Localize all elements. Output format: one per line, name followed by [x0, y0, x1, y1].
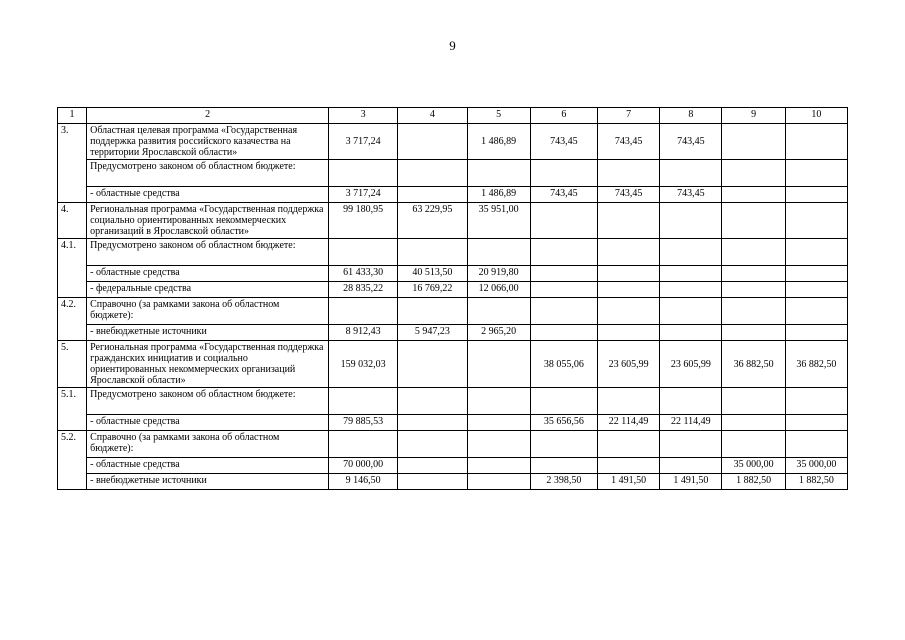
- value-cell: 79 885,53: [329, 415, 398, 431]
- table-row: [58, 298, 848, 325]
- value-cell: [530, 203, 597, 239]
- table-row: [58, 187, 848, 203]
- value-cell: [722, 282, 785, 298]
- value-cell: [398, 160, 467, 187]
- value-cell: [785, 266, 847, 282]
- value-cell: [598, 266, 660, 282]
- row-name: Справочно (за рамками закона об областном бюджете):: [87, 431, 329, 458]
- value-cell: 16 769,22: [398, 282, 467, 298]
- row-number: 5.: [58, 341, 87, 388]
- row-name: Предусмотрено законом об областном бюджете:: [87, 388, 329, 415]
- value-cell: 5 947,23: [398, 325, 467, 341]
- value-cell: 20 919,80: [467, 266, 530, 282]
- value-cell: 743,45: [660, 187, 722, 203]
- value-cell: 3 717,24: [329, 124, 398, 160]
- value-cell: 35 000,00: [785, 458, 847, 474]
- value-cell: [530, 160, 597, 187]
- value-cell: [530, 298, 597, 325]
- value-cell: [398, 124, 467, 160]
- value-cell: [660, 431, 722, 458]
- row-number: 4.: [58, 203, 87, 239]
- row-name: - федеральные средства: [87, 282, 329, 298]
- table-row: [58, 431, 848, 458]
- value-cell: [660, 160, 722, 187]
- row-name: Предусмотрено законом об областном бюджете:: [87, 239, 329, 266]
- value-cell: [722, 160, 785, 187]
- table-row: [58, 388, 848, 415]
- value-cell: 40 513,50: [398, 266, 467, 282]
- budget-table: [57, 107, 848, 490]
- value-cell: [722, 431, 785, 458]
- value-cell: [467, 458, 530, 474]
- table-row: [58, 474, 848, 490]
- value-cell: [785, 415, 847, 431]
- value-cell: [467, 415, 530, 431]
- header-cell: 8: [660, 108, 722, 124]
- value-cell: [329, 388, 398, 415]
- table-row: [58, 282, 848, 298]
- value-cell: 63 229,95: [398, 203, 467, 239]
- table-row: [58, 239, 848, 266]
- table-row: [58, 266, 848, 282]
- value-cell: [530, 282, 597, 298]
- value-cell: [598, 458, 660, 474]
- value-cell: [660, 325, 722, 341]
- value-cell: [598, 298, 660, 325]
- value-cell: 743,45: [660, 124, 722, 160]
- value-cell: [660, 239, 722, 266]
- value-cell: [467, 474, 530, 490]
- value-cell: 2 398,50: [530, 474, 597, 490]
- value-cell: 8 912,43: [329, 325, 398, 341]
- value-cell: 28 835,22: [329, 282, 398, 298]
- value-cell: 36 882,50: [722, 341, 785, 388]
- value-cell: [722, 415, 785, 431]
- value-cell: [785, 203, 847, 239]
- value-cell: [467, 160, 530, 187]
- value-cell: 38 055,06: [530, 341, 597, 388]
- value-cell: [398, 458, 467, 474]
- value-cell: [398, 474, 467, 490]
- value-cell: [329, 239, 398, 266]
- value-cell: [530, 431, 597, 458]
- row-name: Региональная программа «Государственная поддержка социально ориентированных некоммерческих организаций в Ярославской области»: [87, 203, 329, 239]
- value-cell: [722, 298, 785, 325]
- table-row: [58, 160, 848, 187]
- page-number: 9: [449, 38, 456, 53]
- value-cell: 1 486,89: [467, 187, 530, 203]
- value-cell: [598, 282, 660, 298]
- value-cell: [660, 203, 722, 239]
- value-cell: 99 180,95: [329, 203, 398, 239]
- value-cell: [398, 388, 467, 415]
- value-cell: 22 114,49: [660, 415, 722, 431]
- header-row: [58, 108, 848, 124]
- value-cell: [598, 388, 660, 415]
- value-cell: [329, 298, 398, 325]
- value-cell: 2 965,20: [467, 325, 530, 341]
- value-cell: [329, 160, 398, 187]
- table-row: [58, 124, 848, 160]
- value-cell: 61 433,30: [329, 266, 398, 282]
- value-cell: 12 066,00: [467, 282, 530, 298]
- row-name: - внебюджетные источники: [87, 325, 329, 341]
- row-name: - областные средства: [87, 266, 329, 282]
- value-cell: [785, 124, 847, 160]
- value-cell: [722, 187, 785, 203]
- value-cell: [722, 388, 785, 415]
- value-cell: [660, 458, 722, 474]
- header-cell: 10: [785, 108, 847, 124]
- value-cell: 743,45: [530, 187, 597, 203]
- value-cell: 159 032,03: [329, 341, 398, 388]
- value-cell: [785, 282, 847, 298]
- value-cell: [722, 203, 785, 239]
- value-cell: [785, 160, 847, 187]
- value-cell: 743,45: [530, 124, 597, 160]
- value-cell: [660, 282, 722, 298]
- table-row: [58, 415, 848, 431]
- header-cell: 1: [58, 108, 87, 124]
- value-cell: [722, 239, 785, 266]
- value-cell: 22 114,49: [598, 415, 660, 431]
- value-cell: 70 000,00: [329, 458, 398, 474]
- value-cell: [398, 298, 467, 325]
- value-cell: 35 656,56: [530, 415, 597, 431]
- row-name: Предусмотрено законом об областном бюджете:: [87, 160, 329, 187]
- value-cell: 1 486,89: [467, 124, 530, 160]
- value-cell: [785, 298, 847, 325]
- table-row: [58, 203, 848, 239]
- value-cell: [598, 239, 660, 266]
- value-cell: [722, 325, 785, 341]
- value-cell: [530, 325, 597, 341]
- value-cell: [398, 341, 467, 388]
- value-cell: [722, 124, 785, 160]
- value-cell: [398, 431, 467, 458]
- value-cell: [660, 298, 722, 325]
- table-row: [58, 458, 848, 474]
- value-cell: [660, 388, 722, 415]
- value-cell: [530, 239, 597, 266]
- value-cell: [785, 388, 847, 415]
- row-number: 5.2.: [58, 431, 87, 490]
- value-cell: [398, 187, 467, 203]
- value-cell: 1 491,50: [660, 474, 722, 490]
- row-name: - областные средства: [87, 187, 329, 203]
- value-cell: [785, 187, 847, 203]
- row-name: - областные средства: [87, 415, 329, 431]
- value-cell: 3 717,24: [329, 187, 398, 203]
- row-name: Справочно (за рамками закона об областном бюджете):: [87, 298, 329, 325]
- value-cell: 35 000,00: [722, 458, 785, 474]
- value-cell: [598, 160, 660, 187]
- value-cell: [598, 431, 660, 458]
- header-cell: 9: [722, 108, 785, 124]
- value-cell: [530, 266, 597, 282]
- row-number: 3.: [58, 124, 87, 203]
- value-cell: 36 882,50: [785, 341, 847, 388]
- value-cell: [467, 431, 530, 458]
- value-cell: [785, 431, 847, 458]
- value-cell: [467, 388, 530, 415]
- value-cell: [530, 458, 597, 474]
- value-cell: [398, 239, 467, 266]
- value-cell: 35 951,00: [467, 203, 530, 239]
- value-cell: [329, 431, 398, 458]
- value-cell: [785, 325, 847, 341]
- value-cell: [785, 239, 847, 266]
- value-cell: [467, 298, 530, 325]
- row-number: 5.1.: [58, 388, 87, 431]
- header-cell: 3: [329, 108, 398, 124]
- value-cell: 743,45: [598, 187, 660, 203]
- value-cell: 743,45: [598, 124, 660, 160]
- value-cell: [398, 415, 467, 431]
- value-cell: 9 146,50: [329, 474, 398, 490]
- value-cell: 1 491,50: [598, 474, 660, 490]
- header-cell: 2: [87, 108, 329, 124]
- value-cell: [722, 266, 785, 282]
- header-cell: 4: [398, 108, 467, 124]
- value-cell: [467, 341, 530, 388]
- table-row: [58, 341, 848, 388]
- row-name: Региональная программа «Государственная поддержка гражданских инициатив и социально ориентированных некоммерческих организаций Ярославской области»: [87, 341, 329, 388]
- header-cell: 5: [467, 108, 530, 124]
- value-cell: 1 882,50: [722, 474, 785, 490]
- row-name: - областные средства: [87, 458, 329, 474]
- header-cell: 6: [530, 108, 597, 124]
- value-cell: 23 605,99: [598, 341, 660, 388]
- row-number: 4.2.: [58, 298, 87, 341]
- value-cell: [530, 388, 597, 415]
- value-cell: 1 882,50: [785, 474, 847, 490]
- value-cell: 23 605,99: [660, 341, 722, 388]
- row-name: Областная целевая программа «Государственная поддержка развития российского казачества на территории Ярославской области»: [87, 124, 329, 160]
- table-row: [58, 325, 848, 341]
- header-cell: 7: [598, 108, 660, 124]
- value-cell: [598, 203, 660, 239]
- value-cell: [467, 239, 530, 266]
- value-cell: [598, 325, 660, 341]
- value-cell: [660, 266, 722, 282]
- row-number: 4.1.: [58, 239, 87, 298]
- row-name: - внебюджетные источники: [87, 474, 329, 490]
